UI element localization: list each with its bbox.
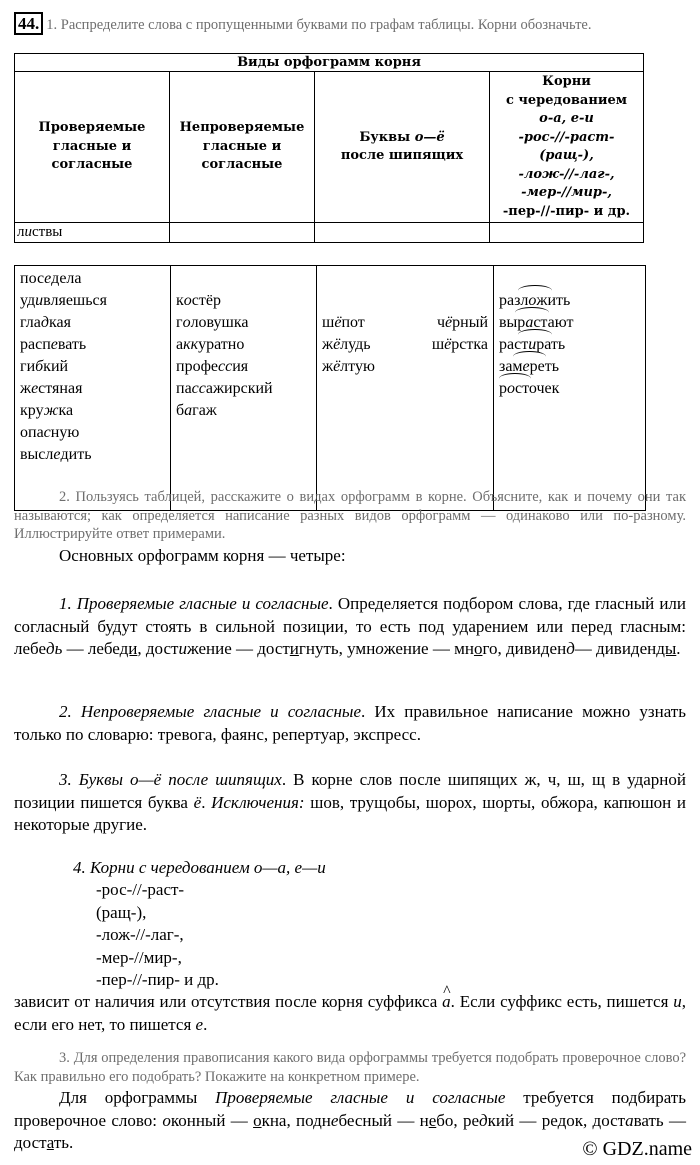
empty-cell — [490, 223, 644, 243]
exercise-number: 44. — [14, 12, 43, 35]
empty-cell — [170, 223, 315, 243]
word-uncheckable: головушка — [176, 314, 249, 331]
header-line: Буквы о—ё — [359, 129, 445, 145]
root-item: -пер-//-пир- и др. — [96, 970, 219, 990]
word-line — [322, 312, 488, 334]
header-line: о-а, е-и — [539, 111, 594, 126]
word-checkable: гибкий — [20, 358, 69, 375]
header-checkable — [15, 72, 170, 223]
root-arc — [499, 373, 531, 384]
header-alternating-roots — [490, 72, 644, 223]
header-line: -рос-//-раст- — [518, 129, 615, 145]
word-alternating: разложить — [499, 290, 640, 312]
item-1: 1. Проверяемые гласные и согласные. Определяется подбором слова, где гласный или согласный будут стоять в сильной позиции, то есть под ударением или перед гласным: лебедь — лебеди, достижение — достигнуть, умножение — много, дивиденд— дивиденды. — [14, 594, 686, 658]
answer-table — [14, 265, 646, 511]
task-1-text: 1. Распределите слова с пропущенными буквами по графам таблицы. Корни обозначьте. — [46, 17, 592, 33]
task-3-prompt: 3. Для определения правописания какого вида орфограммы требуется подобрать проверочное слово? Как правильно его подобрать? Покажите на конкретном примере. — [14, 1050, 686, 1085]
word-checkable: гладкая — [20, 314, 71, 331]
word-o-yo: шёпот — [322, 314, 365, 331]
word-o-yo: жёлтую — [322, 358, 375, 375]
header-line: (ращ-), — [539, 148, 594, 163]
word-checkable: кружка — [20, 402, 74, 419]
root-item: -рос-//-раст- — [96, 880, 185, 899]
task-3-answer: Для орфограммы Проверяемые гласные и согласные требуется подбирать проверочное слово: оконный — окна, поднебесный — небо, редкий — редок, доставать — достать. — [14, 1088, 686, 1152]
header-line: Непроверяемые — [179, 120, 305, 136]
word-line — [322, 334, 488, 356]
task-2-intro: Основных орфограмм корня — четыре: — [59, 546, 346, 565]
copyright: © GDZ.name — [582, 1138, 692, 1160]
word-alternating: вырастают — [499, 312, 640, 334]
root-arc — [513, 351, 546, 362]
header-line: -пер-//-пир- и др. — [502, 203, 631, 219]
header-line: -мер-//мир-, — [521, 185, 612, 200]
answer-col-o-yo — [317, 266, 494, 511]
word-checkable: жестяная — [20, 380, 83, 397]
answer-col-alternating — [494, 266, 646, 511]
root-arc — [518, 285, 552, 296]
header-uncheckable — [170, 72, 315, 223]
header-line: с чередованием — [505, 92, 628, 108]
answer-col-uncheckable — [171, 266, 317, 511]
header-line: гласные и — [202, 138, 282, 154]
word-uncheckable: аккуратно — [176, 336, 245, 353]
word-line — [322, 356, 488, 378]
word-checkable: поседела — [20, 270, 82, 287]
header-line: после шипящих — [340, 148, 464, 163]
word-o-yo: чёрный — [436, 314, 488, 331]
root-item: -мер-//мир-, — [96, 947, 182, 967]
word-alternating: растирать — [499, 334, 640, 356]
word-uncheckable: багаж — [176, 402, 217, 419]
word-checkable: выследить — [20, 446, 92, 463]
item-3: 3. Буквы о—ё после шипящих. В корне слов после шипящих ж, ч, ш, щ в ударной позиции пишется буква ё. Исключения: шов, трущобы, шорох, шорты, обжора, капюшон и некоторые другие. — [14, 770, 687, 834]
root-item: (ращ-), — [96, 902, 147, 922]
header-line: Проверяемые — [38, 120, 146, 136]
answer-col-checkable — [15, 266, 171, 511]
header-line: согласные — [51, 157, 133, 173]
item-4-roots — [96, 879, 219, 992]
example-cell: листвы — [15, 223, 170, 243]
word-alternating: замереть — [499, 356, 640, 378]
task-2-prompt: 2. Пользуясь таблицей, расскажите о видах орфограмм в корне. Объясните, как и почему они так называются; как определяется написание разных видов орфограмм — одинаково или по-разному. Иллюстрируйте ответ примерами. — [14, 489, 686, 542]
item-2: 2. Непроверяемые гласные и согласные. Их правильное написание можно узнать только по словарю: тревога, фаянс, репертуар, экспресс. — [14, 702, 686, 744]
word-uncheckable: пассажирский — [176, 380, 273, 397]
header-line: Корни — [542, 74, 591, 89]
word-checkable: удивляешься — [20, 292, 108, 309]
word-checkable: опасную — [20, 424, 80, 441]
word-o-yo: жёлудь — [322, 336, 371, 353]
item-4-title: 4. Корни с чередованием о—а, е—и — [73, 858, 326, 877]
word-uncheckable: костёр — [176, 292, 221, 309]
task-1-prompt — [14, 12, 592, 35]
word-uncheckable: профессия — [176, 358, 249, 375]
header-line: -лож-//-лаг-, — [518, 166, 615, 182]
root-arc — [515, 307, 549, 318]
header-o-yo — [315, 72, 490, 223]
empty-cell — [315, 223, 490, 243]
root-item: -лож-//-лаг-, — [96, 925, 184, 945]
suffix-a: ^ а — [442, 991, 451, 1014]
word-checkable: распевать — [20, 336, 87, 353]
word-o-yo: шёрстка — [431, 336, 488, 353]
header-line: согласные — [201, 157, 283, 173]
word-alternating: росточек — [499, 378, 640, 400]
item-4-text: зависит от наличия или отсутствия после корня суффикса ^ а. Если суффикс есть, пишется и, если его нет, то пишется е. — [14, 991, 686, 1036]
orthogram-types-table — [14, 53, 644, 243]
table-title: Виды орфограмм корня — [15, 54, 644, 72]
root-arc — [518, 329, 552, 340]
header-line: гласные и — [52, 138, 132, 154]
